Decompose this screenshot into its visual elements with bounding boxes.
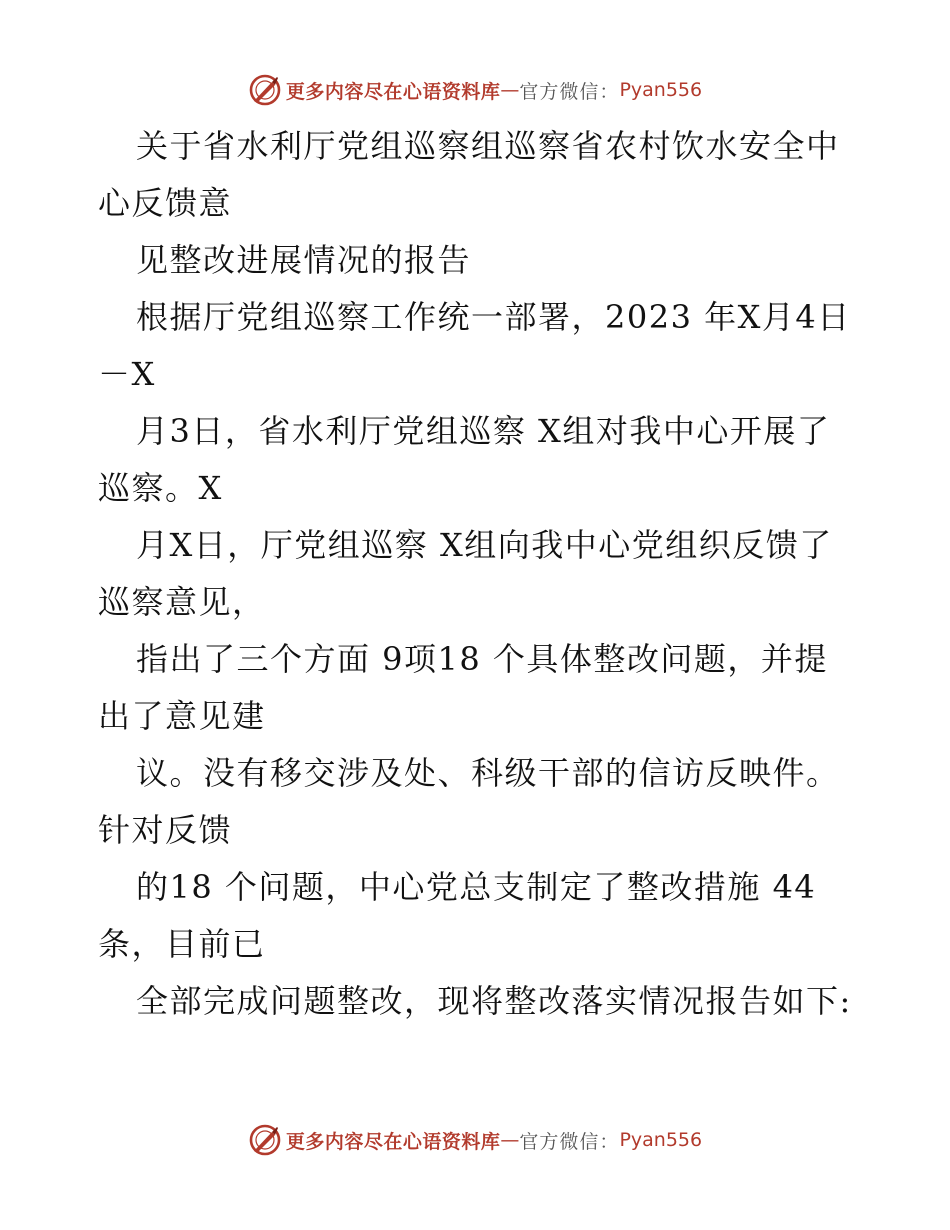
banner-official-label: 官方微信：: [519, 80, 620, 103]
banner-dash: —: [500, 79, 520, 101]
quill-seal-icon: [248, 73, 282, 107]
footer-banner: [0, 1120, 950, 1160]
banner-official-label: 官方微信：: [519, 1130, 620, 1153]
banner-wechat-id: Pyan556: [619, 1129, 703, 1151]
body-paragraph: 全部完成问题整改，现将整改落实情况报告如下:: [136, 982, 852, 1020]
body-paragraph: 的18 个问题，中心党总支制定了整改措施 44条，目前已: [98, 868, 817, 963]
report-title-line-1: 关于省水利厅党组巡察组巡察省农村饮水安全中心反馈意: [98, 127, 840, 222]
body-paragraph: 月3日，省水利厅党组巡察 X组对我中心开展了巡察。X: [98, 412, 831, 507]
document-body: [98, 118, 858, 1030]
quill-seal-icon: [248, 1123, 282, 1157]
banner-brand: 更多内容尽在心语资料库: [285, 80, 501, 103]
banner-wechat-id: Pyan556: [619, 79, 703, 101]
header-banner: [0, 70, 950, 110]
body-paragraph: 议。没有移交涉及处、科级干部的信访反映件。针对反馈: [98, 754, 840, 849]
body-paragraph: 根据厅党组巡察工作统一部署，2023 年X月4日－X: [98, 298, 851, 393]
report-title-line-2: 见整改进展情况的报告: [136, 241, 472, 279]
body-paragraph: 月X日，厅党组巡察 X组向我中心党组织反馈了巡察意见，: [98, 526, 833, 621]
banner-brand: 更多内容尽在心语资料库: [285, 1130, 501, 1153]
banner-dash: —: [500, 1129, 520, 1151]
body-paragraph: 指出了三个方面 9项18 个具体整改问题，并提出了意见建: [98, 640, 828, 735]
